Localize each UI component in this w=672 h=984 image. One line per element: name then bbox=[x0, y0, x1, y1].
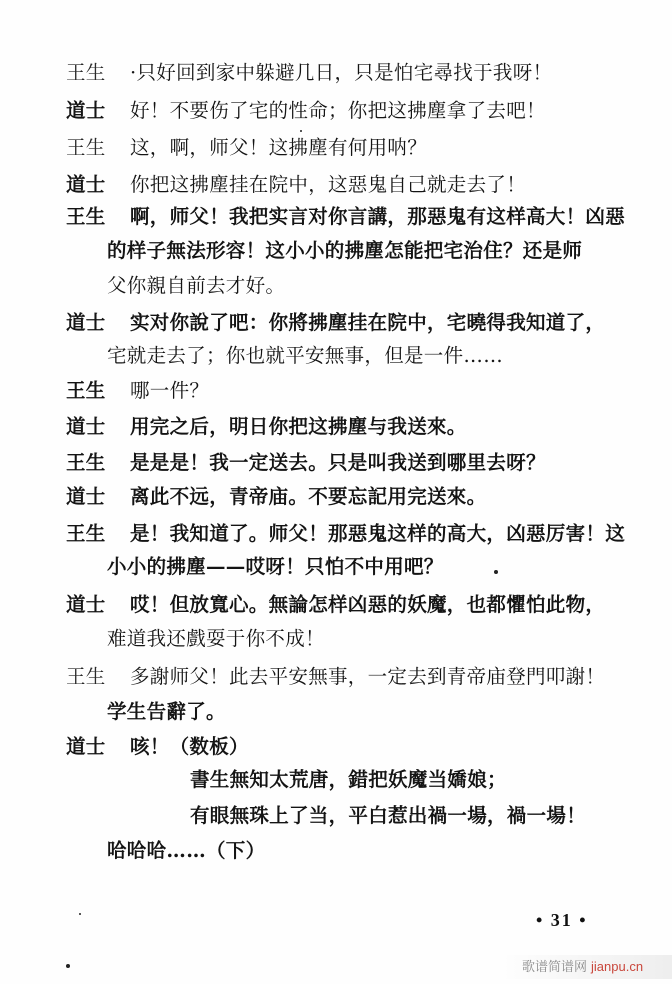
dialogue-continuation bbox=[107, 624, 325, 654]
dialogue-line bbox=[66, 732, 249, 762]
exit-text: 哈哈哈……（下） bbox=[107, 839, 266, 862]
speech-text: 这，啊，师父！这拂塵有何用呐？ bbox=[130, 136, 428, 159]
speaker-label: 道士 bbox=[66, 485, 106, 508]
dialogue-line bbox=[66, 170, 526, 200]
dialogue-line bbox=[66, 519, 625, 549]
speech-text: 难道我还戲耍于你不成！ bbox=[107, 627, 325, 650]
speaker-label: 道士 bbox=[66, 415, 106, 438]
speech-text: ·只好回到家中躲避几日，只是怕宅尋找于我呀！ bbox=[130, 61, 553, 84]
watermark bbox=[500, 955, 672, 979]
speech-text: 好！不要伤了宅的性命；你把这拂塵拿了去吧！ bbox=[130, 99, 546, 122]
exit-line bbox=[107, 836, 265, 866]
scan-speck bbox=[300, 130, 302, 132]
speech-text: 用完之后，明日你把这拂塵与我送來。 bbox=[130, 415, 467, 438]
speaker-label: 王生 bbox=[66, 451, 106, 474]
dialogue-line bbox=[66, 590, 605, 620]
dialogue-line bbox=[66, 133, 427, 163]
speech-text: 的样子無法形容！这小小的拂塵怎能把宅治住？还是师 bbox=[107, 239, 583, 262]
dialogue-line bbox=[66, 58, 552, 88]
dialogue-line bbox=[66, 308, 605, 338]
speech-text: 你把这拂塵挂在院中，这惡鬼自己就走去了！ bbox=[130, 173, 527, 196]
dialogue-continuation bbox=[107, 271, 285, 301]
dialogue-line bbox=[66, 202, 625, 232]
speaker-label: 道士 bbox=[66, 99, 106, 122]
scan-speck bbox=[494, 570, 498, 574]
dialogue-line bbox=[66, 376, 209, 406]
speaker-label: 道士 bbox=[66, 173, 106, 196]
speech-text: 是是是！我一定送去。只是叫我送到哪里去呀？ bbox=[130, 451, 546, 474]
page-number: • 31 • bbox=[536, 910, 588, 930]
dialogue-continuation bbox=[107, 236, 582, 266]
dialogue-continuation bbox=[107, 341, 503, 371]
dialogue-line bbox=[66, 412, 467, 442]
speaker-label: 王生 bbox=[66, 61, 106, 84]
speech-text: 宅就走去了；你也就平安無事，但是一件…… bbox=[107, 344, 504, 367]
verse-line bbox=[190, 801, 586, 831]
watermark-domain: jianpu.cn bbox=[591, 959, 644, 974]
speech-text: 多謝师父！此去平安無事，一定去到青帝庙登門叩謝！ bbox=[130, 665, 606, 688]
dialogue-line bbox=[66, 662, 605, 692]
speaker-label: 王生 bbox=[66, 665, 106, 688]
dialogue-line bbox=[66, 482, 486, 512]
scan-speck bbox=[79, 913, 81, 915]
speech-text: 离此不远，青帝庙。不要忘記用完送來。 bbox=[130, 485, 487, 508]
speaker-label: 王生 bbox=[66, 136, 106, 159]
dialogue-continuation bbox=[107, 697, 226, 727]
verse-text: 書生無知太荒唐，錯把妖魔当嬌娘； bbox=[190, 768, 507, 791]
speech-text: 哪一件？ bbox=[130, 379, 210, 402]
speaker-label: 道士 bbox=[66, 735, 106, 758]
dialogue-line bbox=[66, 96, 546, 126]
watermark-site-name: 歌谱简谱网 bbox=[522, 960, 588, 975]
speaker-label: 道士 bbox=[66, 311, 106, 334]
dialogue-continuation bbox=[107, 552, 444, 582]
verse-text: 有眼無珠上了当，平白惹出禍一場，禍一場！ bbox=[190, 804, 587, 827]
speech-text: 是！我知道了。师父！那惡鬼这样的高大，凶惡厉害！这 bbox=[130, 522, 626, 545]
speech-text: 啊，师父！我把实言对你言講，那惡鬼有这样高大！凶惡 bbox=[130, 205, 626, 228]
verse-line bbox=[190, 765, 507, 795]
speech-text: 咳！（数板） bbox=[130, 735, 249, 758]
speech-text: 实对你說了吧：你將拂塵挂在院中，宅曉得我知道了， bbox=[130, 311, 606, 334]
speaker-label: 王生 bbox=[66, 205, 106, 228]
speech-text: 小小的拂塵——哎呀！只怕不中用吧？ bbox=[107, 555, 444, 578]
dialogue-line bbox=[66, 448, 546, 478]
speaker-label: 王生 bbox=[66, 379, 106, 402]
speech-text: 学生告辭了。 bbox=[107, 700, 226, 723]
speaker-label: 道士 bbox=[66, 593, 106, 616]
speech-text: 父你親自前去才好。 bbox=[107, 274, 286, 297]
speaker-label: 王生 bbox=[66, 522, 106, 545]
speech-text: 哎！但放寬心。無論怎样凶惡的妖魔，也都懼怕此物， bbox=[130, 593, 606, 616]
scan-speck bbox=[66, 964, 70, 968]
